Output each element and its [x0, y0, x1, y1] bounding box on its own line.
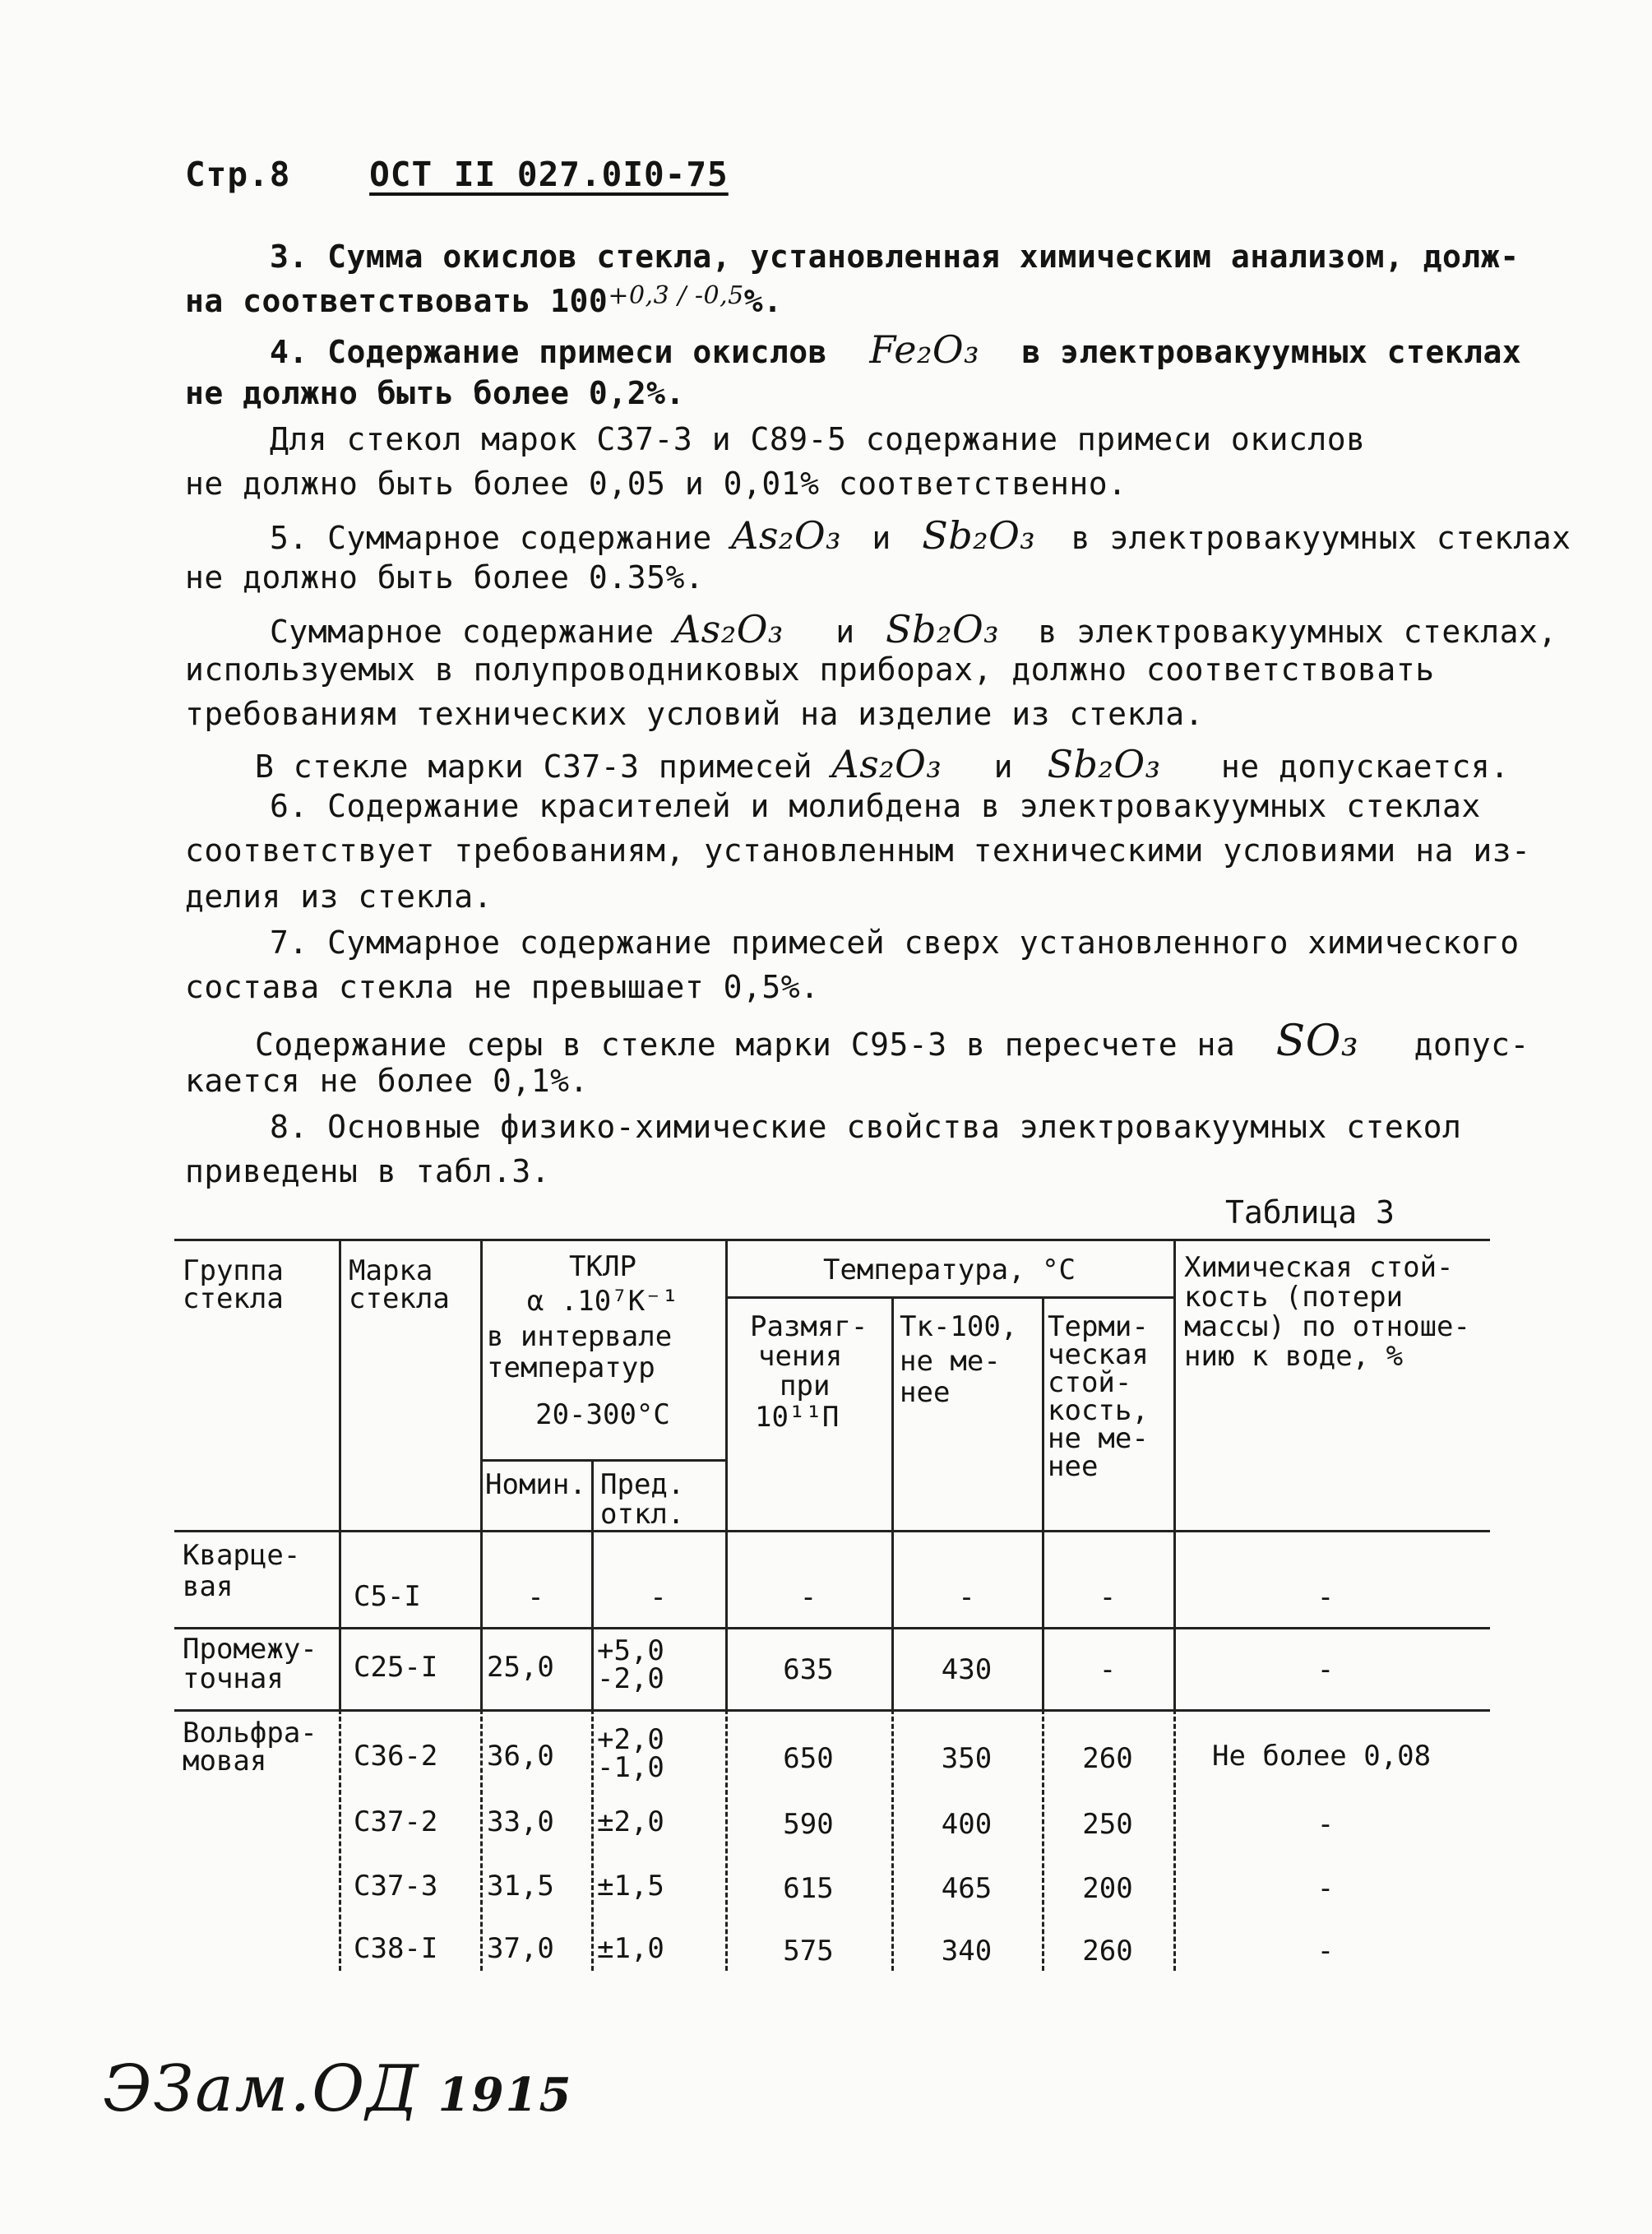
- formula-so3: SO₃: [1275, 1017, 1359, 1066]
- paragraph-5-text-a: 5. Суммарное содержание: [270, 520, 712, 556]
- row2-group-2: точная: [183, 1662, 284, 1695]
- conjunction-and: и: [872, 520, 891, 556]
- row2-nom: 25,0: [487, 1651, 554, 1684]
- paragraph-8-line-1: 8. Основные физико-химические свойства электровакуумных стекол: [270, 1109, 1462, 1145]
- header-chem-4: нию к воде, %: [1184, 1340, 1404, 1373]
- header-chem-3: массы) по отноше-: [1184, 1310, 1470, 1343]
- row4-nom: 33,0: [487, 1805, 554, 1838]
- row5-chem: -: [1317, 1872, 1335, 1905]
- paragraph-6-line-3: делия из стекла.: [185, 878, 493, 915]
- paragraph-3-line-1: 3. Сумма окислов стекла, установленная химическим анализом, долж-: [270, 239, 1520, 275]
- row2-chem: -: [1317, 1653, 1335, 1686]
- row1-nom: -: [527, 1581, 544, 1614]
- row3-dev-2: -1,0: [597, 1751, 664, 1784]
- header-pred-2: откл.: [600, 1498, 685, 1531]
- formula-sb2o3: Sb₂O₃: [922, 513, 1036, 558]
- header-pred-1: Пред.: [600, 1468, 685, 1501]
- row5-soft: 615: [783, 1872, 834, 1905]
- handwritten-change-note: [103, 2052, 572, 2126]
- row1-group-1: Кварце-: [183, 1539, 301, 1572]
- row4-tk: 400: [941, 1808, 993, 1841]
- formula-sb2o3-2: Sb₂O₃: [886, 607, 1000, 651]
- paragraph-5-line-1: [270, 513, 1571, 558]
- header-chem-1: Химическая стой-: [1184, 1251, 1454, 1284]
- paragraph-6-line-1: 6. Содержание красителей и молибдена в электровакуумных стеклах: [270, 788, 1481, 824]
- paragraph-4-text-a: 4. Содержание примеси окислов: [270, 334, 827, 370]
- paragraph-7-line-1: 7. Суммарное содержание примесей сверх установленного химического: [270, 925, 1520, 961]
- header-nomin: Номин.: [485, 1468, 586, 1501]
- row1-group-2: вая: [183, 1570, 234, 1603]
- header-tklr-2: α .10⁷К⁻¹: [526, 1285, 679, 1318]
- paragraph-8-line-2: приведены в табл.3.: [185, 1153, 551, 1189]
- header-chem-2: кость (потери: [1184, 1281, 1404, 1314]
- row2-therm: -: [1099, 1653, 1117, 1686]
- row4-therm: 250: [1082, 1808, 1133, 1841]
- paragraph-5-line-6-text-b: не допускается.: [1220, 749, 1510, 785]
- paragraph-7-line-3: [255, 1017, 1529, 1066]
- header-tklr-3: в интервале: [487, 1320, 673, 1353]
- row3-nom: 36,0: [487, 1740, 554, 1773]
- paragraph-5-text-b: в электровакуумных стеклах: [1071, 520, 1571, 556]
- header-tk-1: Тк-100,: [900, 1310, 1018, 1343]
- change-note-text: ЭЗам.ОД: [103, 2052, 420, 2126]
- row6-tk: 340: [941, 1935, 993, 1967]
- row3-chem: Не более 0,08: [1212, 1740, 1432, 1773]
- row1-soft: -: [799, 1581, 817, 1614]
- col-rule-4: [725, 1239, 728, 1709]
- paragraph-7-line-4: кается не более 0,1%.: [185, 1063, 589, 1099]
- paragraph-5-line-4: используемых в полупроводниковых приборах, должно соответствовать: [185, 651, 1435, 688]
- row4-dev: ±2,0: [597, 1805, 664, 1838]
- paragraph-4-line-2: не должно быть более 0,2%.: [185, 375, 685, 411]
- tklr-subheader-rule: [480, 1459, 725, 1462]
- header-therm-4: кость,: [1048, 1394, 1149, 1427]
- row4-soft: 590: [783, 1808, 834, 1841]
- header-soft-2: чения: [758, 1340, 843, 1373]
- col-rule-6: [1042, 1296, 1044, 1709]
- header-temperature: Температура, °С: [822, 1254, 1076, 1286]
- row6-therm: 260: [1082, 1935, 1133, 1967]
- header-therm-1: Терми-: [1048, 1310, 1149, 1343]
- row3-group-1: Вольфра-: [183, 1717, 317, 1750]
- row3-dev-1: +2,0: [597, 1723, 664, 1756]
- table-caption: Таблица 3: [1225, 1194, 1395, 1231]
- header-therm-2: ческая: [1048, 1338, 1149, 1371]
- header-tk-3: нее: [900, 1376, 951, 1409]
- row-rule-2: [174, 1709, 1490, 1712]
- properties-table: [174, 1239, 1490, 1971]
- standard-number: ОСТ II 027.0I0-75: [369, 155, 729, 194]
- row5-dev: ±1,5: [597, 1870, 664, 1903]
- header-group: Группа стекла: [183, 1254, 284, 1315]
- row1-therm: -: [1099, 1581, 1117, 1614]
- temperature-group-rule: [725, 1296, 1173, 1299]
- change-note-number: 1915: [437, 2068, 573, 2122]
- header-brand: Марка стекла: [349, 1254, 450, 1315]
- row2-tk: 430: [941, 1653, 993, 1686]
- paragraph-4-line-3: Для стекол марок С37-3 и С89-5 содержание примеси окислов: [270, 421, 1366, 457]
- row5-nom: 31,5: [487, 1870, 554, 1903]
- row6-soft: 575: [783, 1935, 834, 1967]
- row4-brand: С37-2: [354, 1805, 438, 1838]
- row4-chem: -: [1317, 1808, 1335, 1841]
- header-soft-1: Размяг-: [750, 1310, 868, 1343]
- percent-unit: %.: [743, 283, 783, 319]
- row5-tk: 465: [941, 1872, 993, 1905]
- tolerance-value: +0,3 / -0,5: [608, 281, 744, 310]
- formula-fe2o3: Fe₂O₃: [869, 327, 980, 372]
- row2-dev-1: +5,0: [597, 1634, 664, 1667]
- header-bottom-rule: [174, 1530, 1490, 1532]
- col-rule-7: [1173, 1239, 1176, 1709]
- paragraph-5-line-3-text-b: в электровакуумных стеклах,: [1038, 614, 1557, 650]
- row2-brand: С25-I: [354, 1651, 438, 1684]
- paragraph-6-line-2: соответствует требованиям, установленным техническими условиями на из-: [185, 832, 1531, 869]
- row1-tk: -: [958, 1581, 975, 1614]
- row2-dev-2: -2,0: [597, 1662, 664, 1695]
- col-rule-1: [339, 1239, 341, 1709]
- paragraph-7-line-2: состава стекла не превышает 0,5%.: [185, 969, 820, 1005]
- paragraph-5-line-5: требованиям технических условий на изделие из стекла.: [185, 696, 1205, 732]
- header-soft-3: при: [780, 1370, 831, 1402]
- paragraph-7-line-3-text-b: допус-: [1414, 1027, 1529, 1063]
- row6-dev: ±1,0: [597, 1932, 664, 1965]
- row6-brand: С38-I: [354, 1932, 438, 1965]
- table-top-rule: [174, 1239, 1490, 1241]
- row6-chem: -: [1317, 1935, 1335, 1967]
- col-rule-1-dashed: [339, 1709, 341, 1971]
- row5-brand: С37-3: [354, 1870, 438, 1903]
- col-rule-2-dashed: [480, 1709, 483, 1971]
- row3-tk: 350: [941, 1742, 993, 1775]
- paragraph-4-line-1: [270, 327, 1521, 372]
- row3-therm: 260: [1082, 1742, 1133, 1775]
- header-tklr-1: ТКЛР: [569, 1250, 636, 1283]
- formula-as2o3-3: As₂O₃: [831, 742, 942, 786]
- paragraph-5-line-3-text-a: Суммарное содержание: [270, 614, 655, 650]
- row6-nom: 37,0: [487, 1932, 554, 1965]
- row3-group-2: мовая: [183, 1745, 267, 1777]
- header-tklr-5: 20-300°С: [535, 1398, 670, 1431]
- row-rule-1: [174, 1627, 1490, 1629]
- header-therm-6: нее: [1048, 1450, 1099, 1483]
- paragraph-4-line-4: не должно быть более 0,05 и 0,01% соответственно.: [185, 466, 1127, 502]
- paragraph-5-line-2: не должно быть более 0.35%.: [185, 559, 705, 596]
- header-therm-3: стой-: [1048, 1366, 1132, 1399]
- formula-sb2o3-3: Sb₂O₃: [1047, 742, 1161, 786]
- formula-as2o3: As₂O₃: [731, 513, 842, 558]
- row2-soft: 635: [783, 1653, 834, 1686]
- paragraph-3-text: на соответствовать 100: [185, 283, 609, 319]
- paragraph-4-text-b: в электровакуумных стеклах: [1021, 334, 1522, 370]
- page-number: Стр.8: [185, 155, 291, 194]
- col-rule-3-dashed: [591, 1709, 594, 1971]
- row3-brand: С36-2: [354, 1740, 438, 1773]
- header-tk-2: не ме-: [900, 1345, 1001, 1378]
- row3-soft: 650: [783, 1742, 834, 1775]
- conjunction-and-2: и: [835, 614, 855, 650]
- header-tklr-4: температур: [487, 1351, 655, 1384]
- paragraph-5-line-3: [270, 607, 1557, 651]
- formula-as2o3-2: As₂O₃: [673, 607, 784, 651]
- conjunction-and-3: и: [993, 749, 1014, 785]
- col-rule-5: [891, 1296, 894, 1709]
- row1-dev: -: [650, 1581, 667, 1614]
- page-header: [185, 155, 729, 194]
- row2-group-1: Промежу-: [183, 1633, 317, 1666]
- paragraph-7-line-3-text-a: Содержание серы в стекле марки С95-3 в пересчете на: [255, 1027, 1236, 1063]
- paragraph-5-line-6-text-a: В стекле марки С37-3 примесей: [255, 749, 812, 785]
- paragraph-5-line-6: [255, 742, 1510, 786]
- row1-chem: -: [1317, 1581, 1335, 1614]
- paragraph-3-line-2: [185, 281, 782, 319]
- row5-therm: 200: [1082, 1872, 1133, 1905]
- header-soft-4: 10¹¹П: [755, 1401, 840, 1434]
- row1-brand: С5-I: [354, 1580, 421, 1613]
- header-therm-5: не ме-: [1048, 1422, 1149, 1455]
